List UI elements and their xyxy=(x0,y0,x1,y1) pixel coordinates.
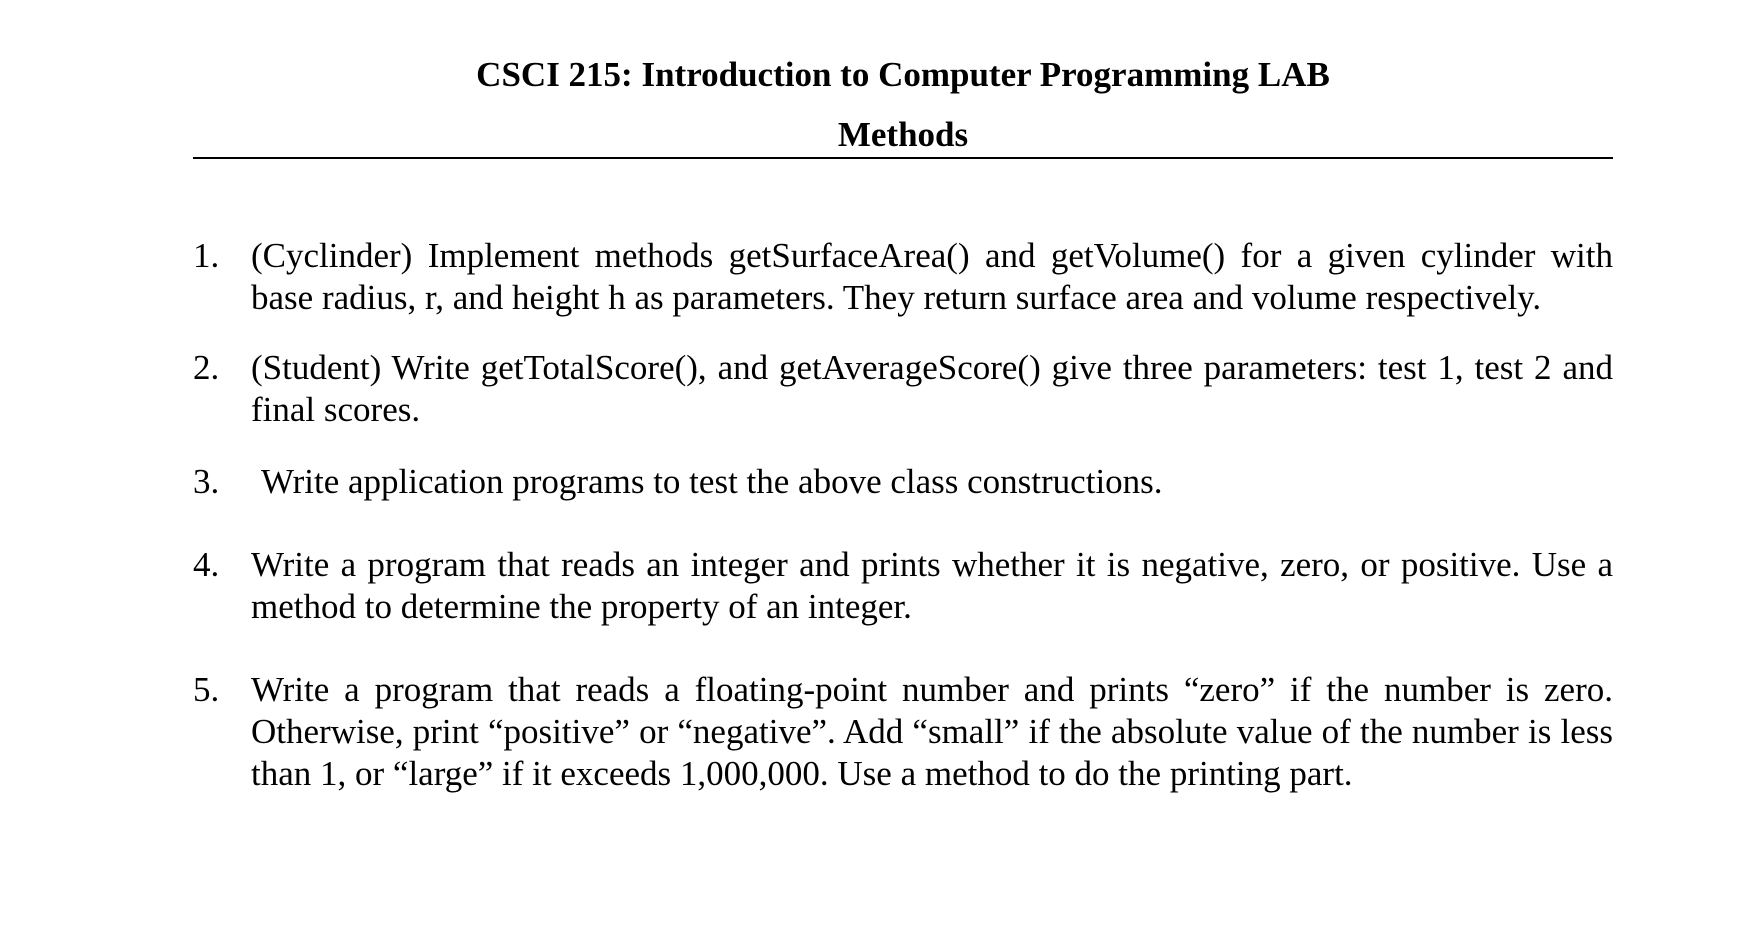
list-item-text: Write application programs to test the above class constructions. xyxy=(261,462,1163,501)
list-item-number: 1. xyxy=(193,236,220,275)
list-item-1 xyxy=(193,235,1613,319)
header-divider xyxy=(193,157,1613,159)
list-item-text: (Student) Write getTotalScore(), and getAverageScore() give three parameters: test 1, test 2 and final scores. xyxy=(251,348,1613,429)
list-item-text: (Cyclinder) Implement methods getSurfaceArea() and getVolume() for a given cylinder with base radius, r, and height h as parameters. They return surface area and volume respectively. xyxy=(251,236,1613,317)
topic-title: Methods xyxy=(837,115,969,154)
list-item-text: Write a program that reads an integer and prints whether it is negative, zero, or positive. Use a method to determine the property of an integer. xyxy=(251,545,1613,626)
list-item-text: Write a program that reads a floating-point number and prints “zero” if the number is zero. Otherwise, print “positive” or “negative”. Add “small” if the absolute value of the number is less than 1, or “large” if it exceeds 1,000,000. Use a method to do the printing part. xyxy=(251,670,1613,793)
list-item-number: 2. xyxy=(193,348,220,387)
list-item-number: 5. xyxy=(193,670,220,709)
list-item-3 xyxy=(193,461,1613,503)
list-item-number: 4. xyxy=(193,545,220,584)
list-item-5 xyxy=(193,669,1613,795)
list-item-2 xyxy=(193,347,1613,431)
course-title: CSCI 215: Introduction to Computer Programming LAB xyxy=(476,55,1330,94)
document-header xyxy=(193,52,1613,158)
list-item-number: 3. xyxy=(193,462,220,501)
list-item-4 xyxy=(193,544,1613,628)
